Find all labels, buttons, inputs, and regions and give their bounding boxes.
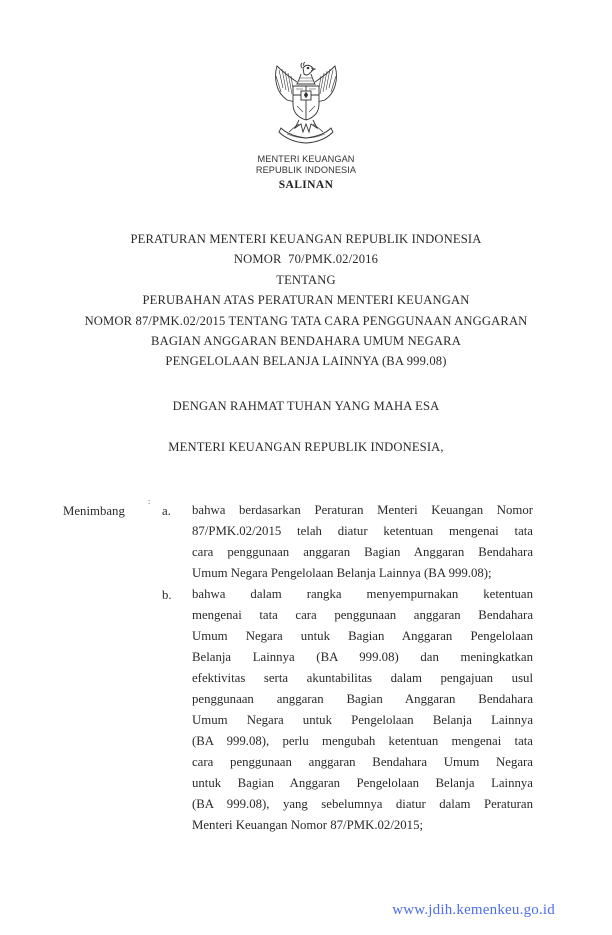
considerations-label: Menimbang — [63, 504, 125, 518]
item-marker-b: b. — [162, 588, 172, 602]
text-line: mengenai tata cara penggunaan anggaran Bendahara — [192, 608, 533, 622]
text-line: (BA 999.08), yang sebelumnya diatur dalam Peraturan — [192, 797, 533, 811]
text-line: efektivitas serta akuntabilitas dalam pengajuan usul — [192, 671, 533, 685]
text-line: Belanja Lainnya (BA 999.08) dan meningkatkan — [192, 650, 533, 664]
consideration-item-a — [192, 500, 533, 584]
text-line: Umum Negara Pengelolaan Belanja Lainnya (BA 999.08); — [192, 566, 492, 580]
ministry-header-line2: REPUBLIK INDONESIA — [255, 165, 357, 175]
text-line: untuk Bagian Anggaran Pengelolaan Belanja Lainnya — [192, 776, 533, 790]
text-line: Menteri Keuangan Nomor 87/PMK.02/2015; — [192, 818, 424, 832]
title-line: TENTANG — [276, 272, 336, 287]
title-line: PERATURAN MENTERI KEUANGAN REPUBLIK INDONESIA — [130, 232, 482, 246]
text-line: Umum Negara untuk Pengelolaan Belanja Lainnya — [192, 713, 533, 727]
text-line: cara penggunaan anggaran Bagian Anggaran Bendahara — [192, 545, 533, 559]
text-line: penggunaan anggaran Bagian Anggaran Bendahara — [192, 692, 533, 706]
title-line: PERUBAHAN ATAS PERATURAN MENTERI KEUANGAN — [142, 293, 470, 308]
text-line: Umum Negara untuk Bagian Anggaran Pengelolaan — [192, 629, 533, 643]
consideration-item-b — [192, 584, 533, 836]
regulation-title — [0, 229, 612, 372]
title-line: PENGELOLAAN BELANJA LAINNYA (BA 999.08) — [165, 354, 447, 369]
considerations-separator: : — [148, 497, 151, 506]
title-line: BAGIAN ANGGARAN BENDAHARA UMUM NEGARA — [151, 333, 461, 348]
authority-line: MENTERI KEUANGAN REPUBLIK INDONESIA, — [168, 440, 444, 454]
text-line: bahwa berdasarkan Peraturan Menteri Keuangan Nomor — [192, 503, 533, 517]
text-line: 87/PMK.02/2015 telah diatur ketentuan mengenai tata — [192, 524, 533, 538]
ministry-header-line1: MENTERI KEUANGAN — [257, 154, 355, 164]
title-line: NOMOR 87/PMK.02/2015 TENTANG TATA CARA PENGGUNAAN ANGGARAN — [84, 313, 528, 328]
regulation-number: NOMOR 70/PMK.02/2016 — [233, 252, 379, 267]
text-line: (BA 999.08), perlu mengubah ketentuan mengenai tata — [192, 734, 533, 748]
text-line: bahwa dalam rangka menyempurnakan ketentuan — [192, 587, 533, 601]
invocation: DENGAN RAHMAT TUHAN YANG MAHA ESA — [172, 399, 440, 413]
text-line: cara penggunaan anggaran Bendahara Umum Negara — [192, 755, 533, 769]
jdih-website-link[interactable]: www.jdih.kemenkeu.go.id — [392, 902, 555, 918]
copy-stamp: SALINAN — [278, 179, 334, 191]
item-marker-a: a. — [162, 504, 171, 518]
garuda-emblem-icon — [271, 62, 341, 150]
